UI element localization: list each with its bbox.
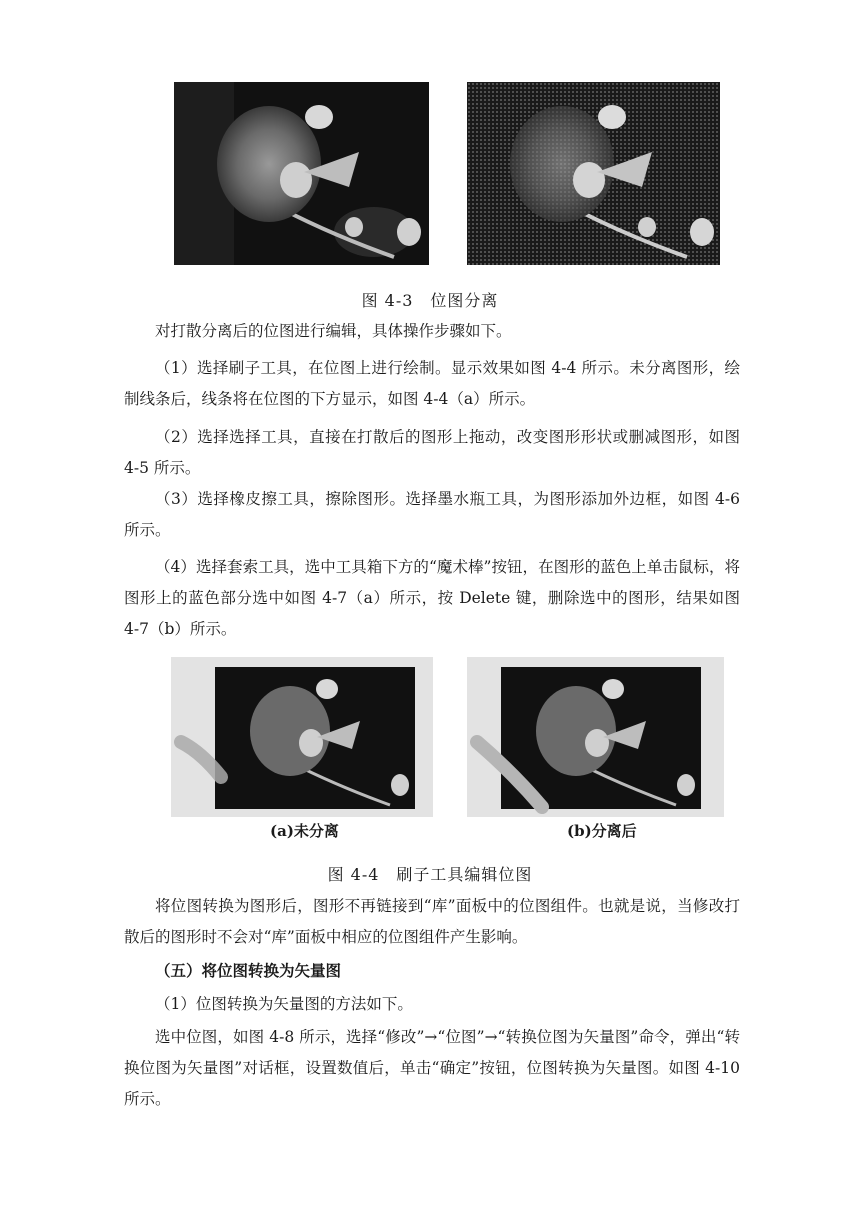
paragraph-convert-note: 将位图转换为图形后，图形不再链接到“库”面板中的位图组件。也就是说，当修改打散后的图形时不会对“库”面板中相应的位图组件产生影响。 (124, 897, 740, 946)
paragraph-step-1: （1）选择刷子工具，在位图上进行绘制。显示效果如图 4-4 所示。未分离图形，绘制线条后，线条将在位图的下方显示，如图 4-4（a）所示。 (124, 359, 740, 408)
figure-4-3-image-right (467, 82, 720, 265)
paragraph-method-intro: （1）位图转换为矢量图的方法如下。 (155, 995, 413, 1013)
paragraph-step-4: （4）选择套索工具，选中工具箱下方的“魔术棒”按钮，在图形的蓝色上单击鼠标，将图形上的蓝色部分选中如图 4-7（a）所示，按 Delete 键，删除选中的图形，结果如图 4-7（b）所示。 (124, 558, 740, 638)
figure-4-4a-brush-stroke (171, 657, 433, 817)
figure-4-3-image-left (174, 82, 429, 265)
paragraph-step-2: （2）选择选择工具，直接在打散后的图形上拖动，改变图形形状或删减图形，如图 4-5 所示。 (124, 428, 740, 477)
figure-4-4b-label: (b)分离后 (567, 822, 637, 840)
paragraph-method-steps: 选中位图，如图 4-8 所示，选择“修改”→“位图”→“转换位图为矢量图”命令，弹出“转换位图为矢量图”对话框，设置数值后，单击“确定”按钮，位图转换为矢量图。如图 4-10 所示。 (124, 1028, 740, 1108)
figure-4-4-caption: 图 4-4 刷子工具编辑位图 (327, 865, 533, 884)
figure-4-4a-label: (a)未分离 (270, 822, 339, 840)
paragraph-step-3: （3）选择橡皮擦工具，擦除图形。选择墨水瓶工具，为图形添加外边框，如图 4-6 所示。 (124, 490, 740, 539)
figure-4-4b-frame (467, 657, 724, 817)
figure-4-4b-brush-stroke (467, 657, 724, 817)
figure-4-3-caption: 图 4-3 位图分离 (361, 291, 499, 310)
paragraph-edit-intro: 对打散分离后的位图进行编辑，具体操作步骤如下。 (155, 322, 512, 340)
figure-4-4a-frame (171, 657, 433, 817)
section-heading-5: （五）将位图转换为矢量图 (155, 962, 342, 980)
